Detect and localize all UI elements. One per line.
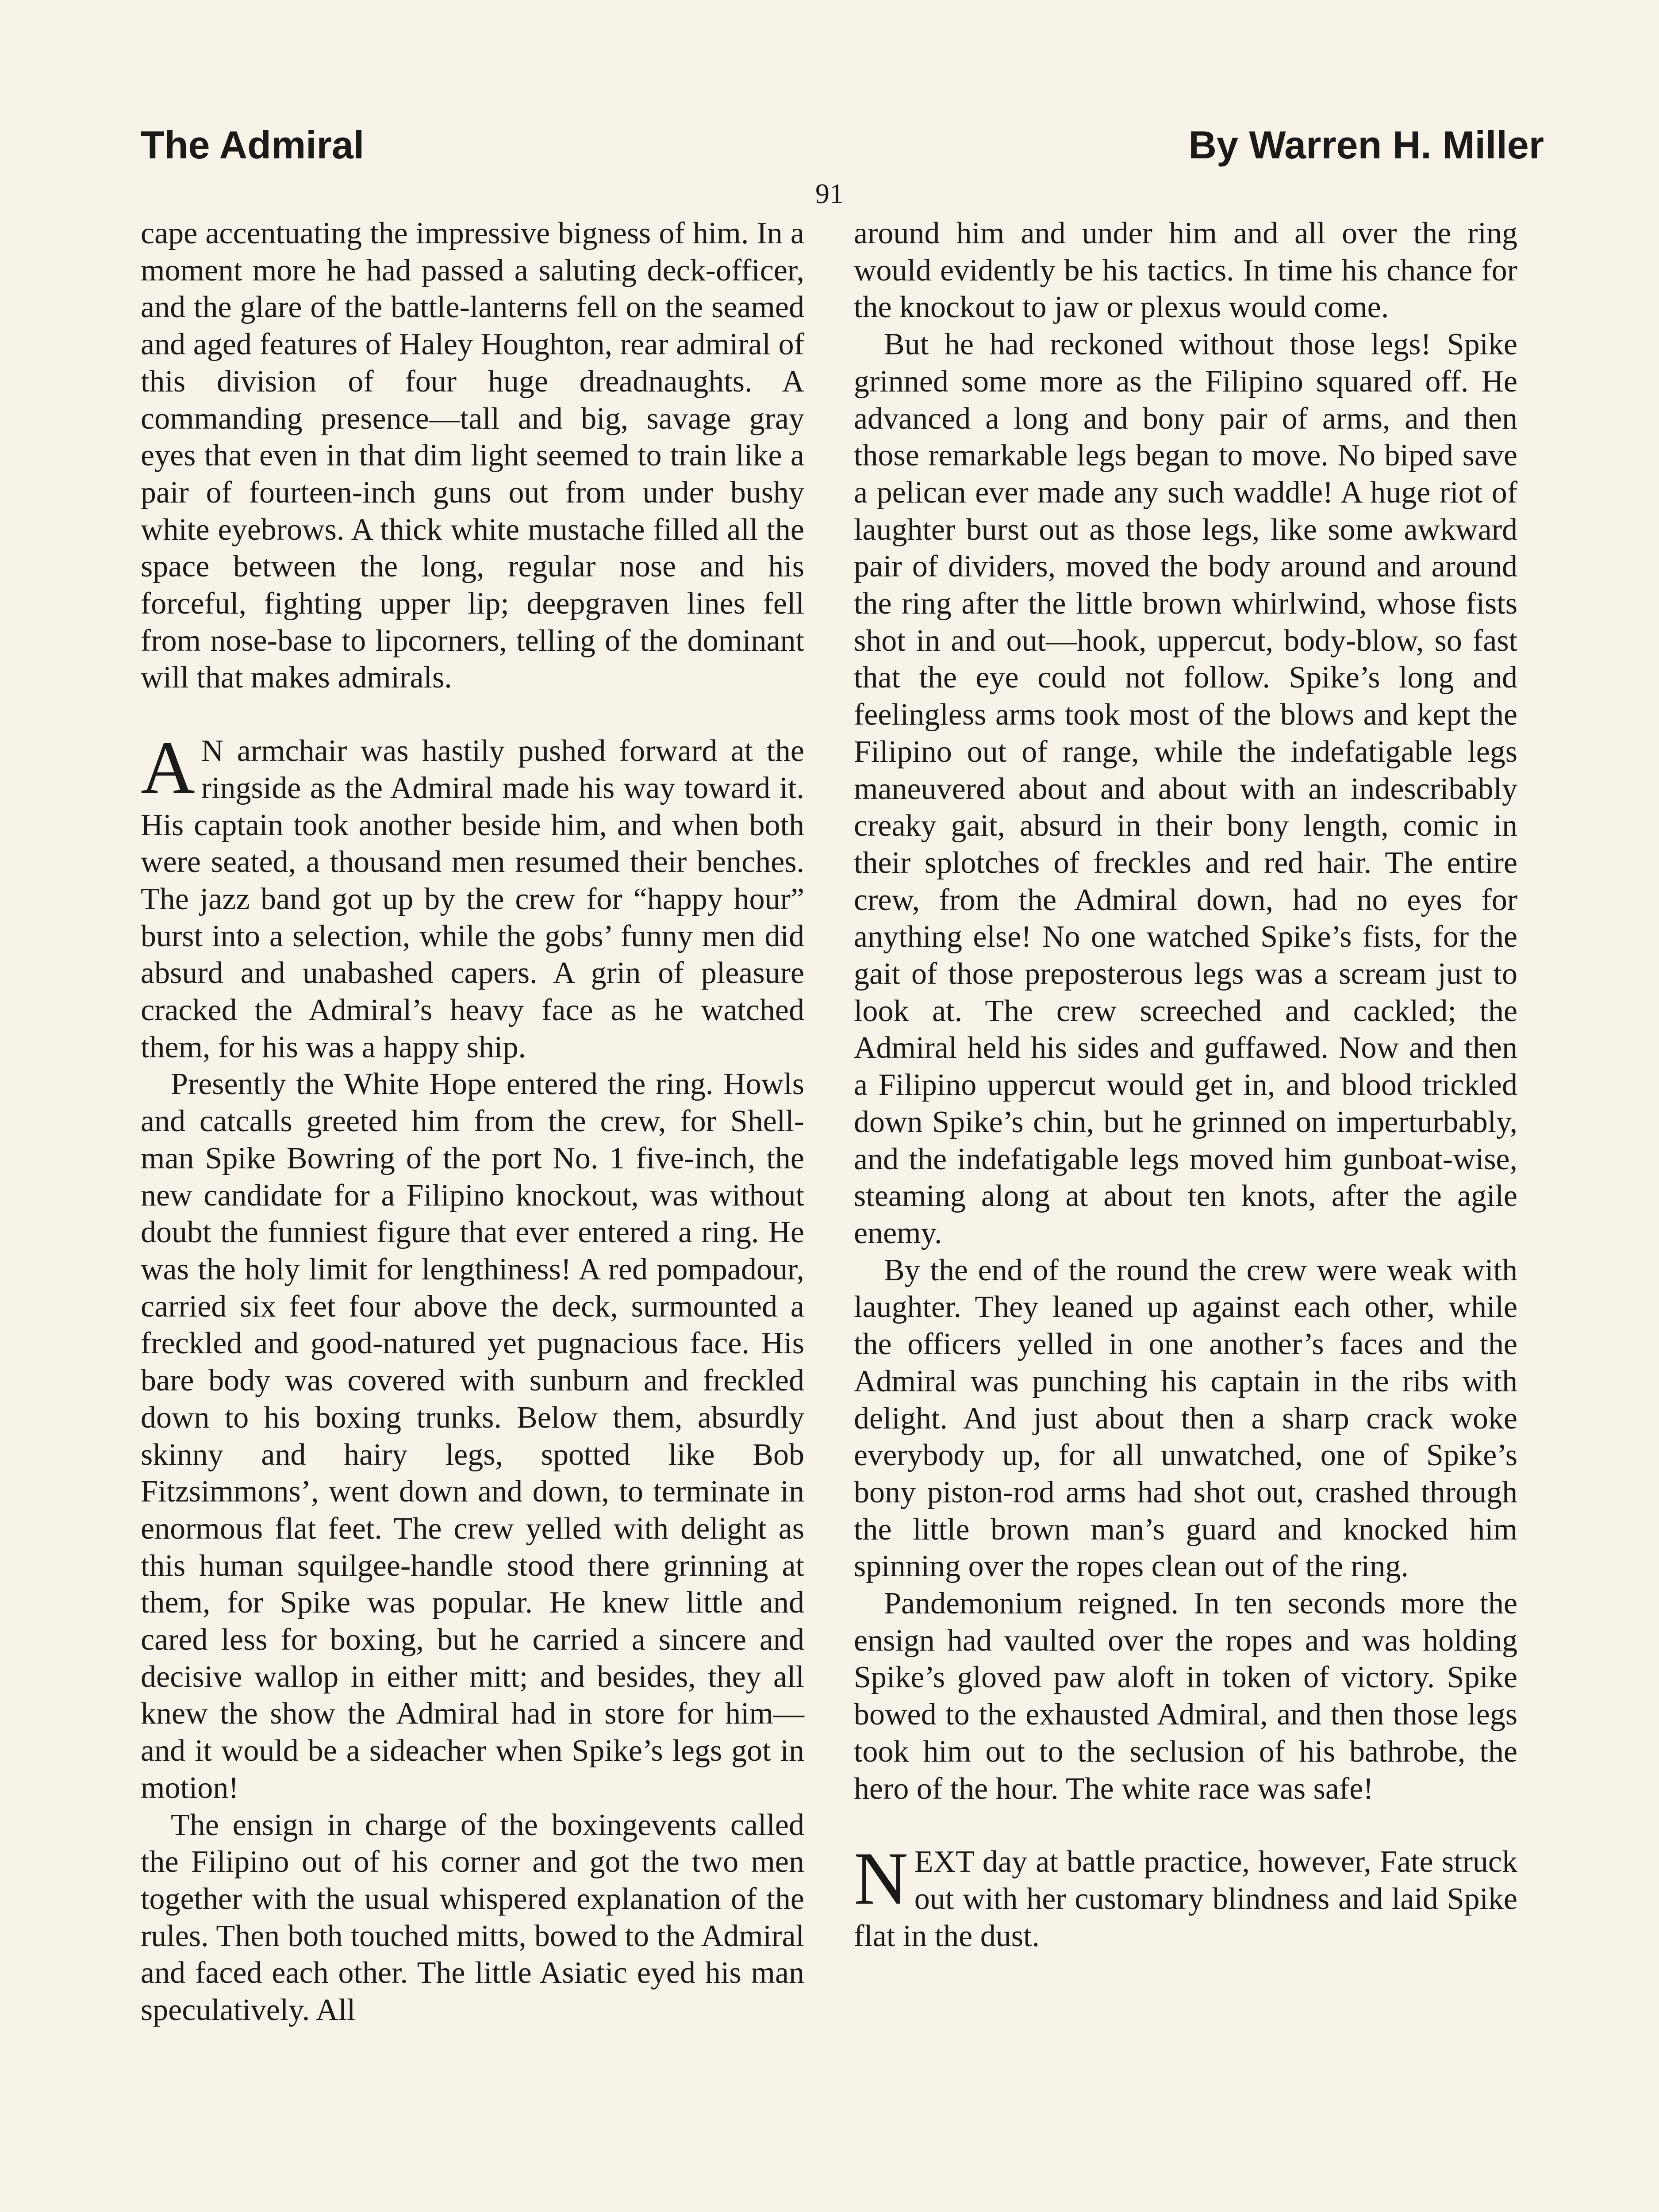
drop-cap: A	[141, 726, 195, 810]
paragraph-text: EXT day at battle practice, however, Fate struck out with her customary blindness and laid Spike flat in the dust.	[854, 1845, 1517, 1953]
left-column	[141, 215, 804, 2029]
paragraph: Presently the White Hope entered the ring. Howls and catcalls greeted him from the crew, for Shell-man Spike Bowring of the port No. 1 five-inch, the new candidate for a Filipino knockout, was without doubt the funniest figure that ever entered a ring. He was the holy limit for lengthiness! A red pompadour, carried six feet four above the deck, surmounted a freckled and good-natured yet pugnacious face. His bare body was covered with sunburn and freckled down to his boxing trunks. Below them, absurdly skinny and hairy legs, spotted like Bob Fitzsimmons’, went down and down, to terminate in enormous flat feet. The crew yelled with delight as this human squilgee-handle stood there grinning at them, for Spike was popular. He knew little and cared less for boxing, but he carried a sincere and decisive wallop in either mitt; and besides, they all knew the show the Admiral had in store for him—and it would be a sideacher when Spike’s legs got in motion!	[141, 1067, 804, 1805]
paragraph: By the end of the round the crew were weak with laughter. They leaned up against each other, while the officers yelled in one another’s faces and the Admiral was punching his captain in the ribs with delight. And just about then a sharp crack woke everybody up, for all unwatched, one of Spike’s bony piston-rod arms had shot out, crashed through the little brown man’s guard and knocked him spinning over the ropes clean out of the ring.	[854, 1253, 1517, 1584]
story-title: The Admiral	[141, 123, 365, 167]
story-byline: By Warren H. Miller	[1188, 123, 1544, 167]
paragraph: cape accentuating the impressive bigness of him. In a moment more he had passed a saluting deck-officer, and the glare of the battle-lanterns fell on the seamed and aged features of Haley Houghton, rear admiral of this division of four huge dreadnaughts. A commanding presence—tall and big, savage gray eyes that even in that dim light seemed to train like a pair of fourteen-inch guns out from under bushy white eyebrows. A thick white mustache filled all the space between the long, regular nose and his forceful, fighting upper lip; deepgraven lines fell from nose-base to lipcorners, telling of the dominant will that makes admirals.	[141, 216, 804, 695]
page-number: 91	[815, 178, 844, 209]
paragraph: Pandemonium reigned. In ten seconds more the ensign had vaulted over the ropes and was holding Spike’s gloved paw aloft in token of victory. Spike bowed to the exhausted Admiral, and then those legs took him out to the seclusion of his bathrobe, the hero of the hour. The white race was safe!	[854, 1586, 1517, 1806]
paragraph-text: N armchair was hastily pushed forward at the ringside as the Admiral made his way toward it. His captain took another beside him, and when both were seated, a thousand men resumed their benches. The jazz band got up by the crew for “happy hour” burst into a selection, while the gobs’ funny men did absurd and unabashed capers. A grin of pleasure cracked the Admiral’s heavy face as he watched them, for his was a happy ship.	[141, 734, 804, 1064]
drop-cap: N	[854, 1837, 908, 1920]
paragraph: But he had reckoned without those legs! Spike grinned some more as the Filipino squared off. He advanced a long and bony pair of arms, and then those remarkable legs began to move. No biped save a pelican ever made any such waddle! A huge riot of laughter burst out as those legs, like some awkward pair of dividers, moved the body around and around the ring after the little brown whirlwind, whose fists shot in and out—hook, uppercut, body-blow, so fast that the eye could not follow. Spike’s long and feelingless arms took most of the blows and kept the Filipino out of range, while the indefatigable legs maneuvered about and about with an indescribably creaky gait, absurd in their bony length, comic in their splotches of freckles and red hair. The entire crew, from the Admiral down, had no eyes for anything else! No one watched Spike’s fists, for the gait of those preposterous legs was a scream just to look at. The crew screeched and cackled; the Admiral held his sides and guffawed. Now and then a Filipino uppercut would get in, and blood trickled down Spike’s chin, but he grinned on imperturbably, and the indefatigable legs moved him gunboat-wise, steaming along at about ten knots, after the agile enemy.	[854, 327, 1517, 1250]
paragraph: around him and under him and all over the ring would evidently be his tactics. In time his chance for the knockout to jaw or plexus would come.	[854, 216, 1517, 325]
paragraph: The ensign in charge of the boxingevents called the Filipino out of his corner and got the two men together with the usual whispered explanation of the rules. Then both touched mitts, bowed to the Admiral and faced each other. The little Asiatic eyed his man speculatively. All	[141, 1808, 804, 2028]
section-paragraph	[141, 726, 804, 1066]
section-paragraph	[854, 1837, 1517, 1955]
right-column	[854, 215, 1517, 1955]
